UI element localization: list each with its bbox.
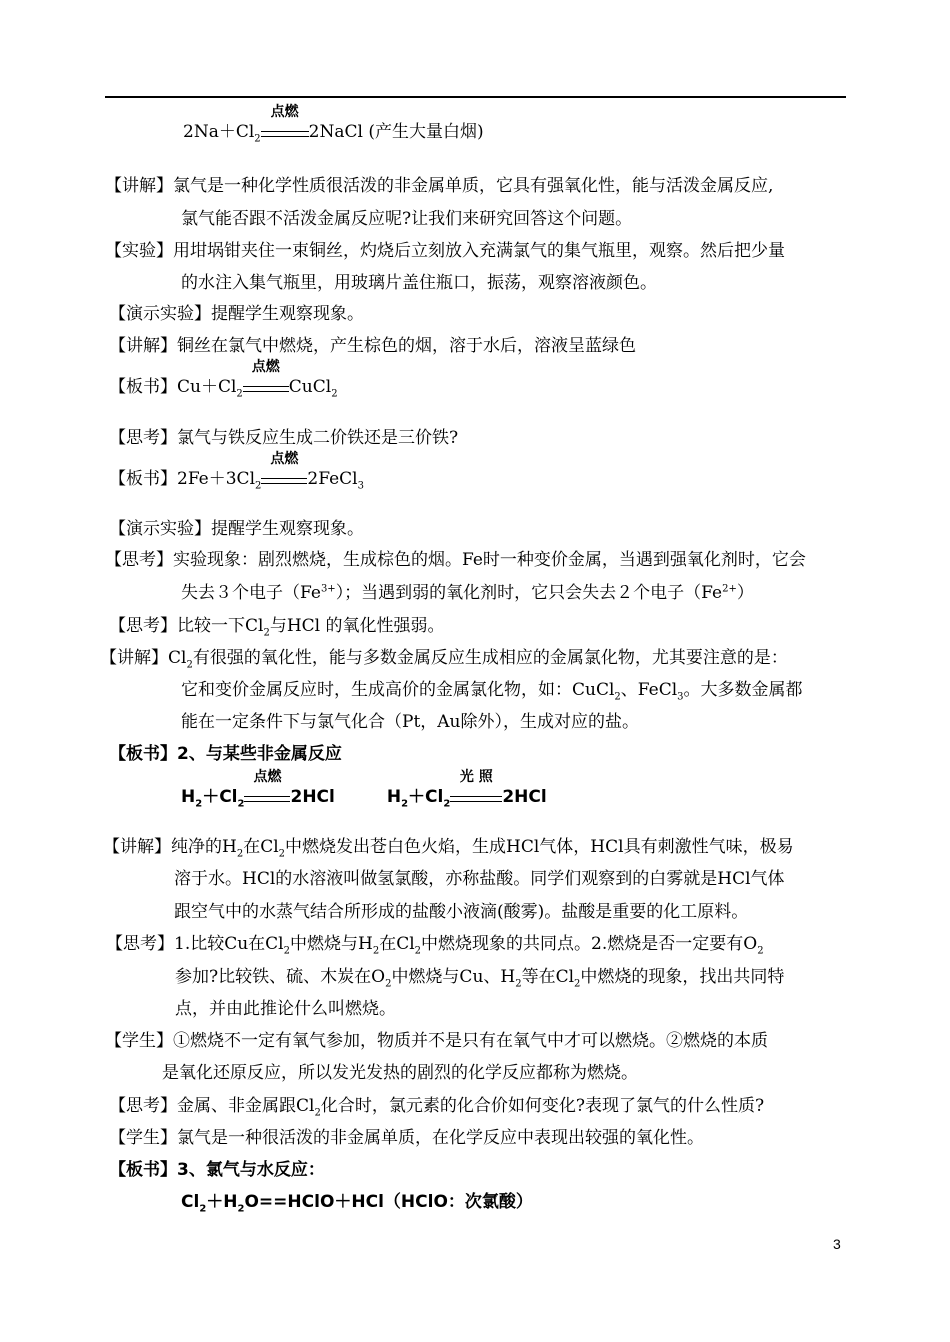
paragraph-line: 【思考】金属、非金属跟$Cl_2$化合时，氯元素的化合价如何变化?表现了氯气的什么性质?: [109, 1096, 765, 1119]
paragraph-line: 【讲解】氯气是一种化学性质很活泼的非金属单质，它具有强氧化性，能与活泼金属反应,: [105, 176, 774, 196]
condition-label: 点燃: [270, 104, 299, 120]
page-number: 3: [833, 1236, 841, 1252]
paragraph-line: 能在一定条件下与氯气化合（Pt，Au除外），生成对应的盐。: [181, 712, 639, 732]
equation-cu-cl2: 【板书】$Cu+Cl_2$ 点燃 CuCl$_2$: [109, 359, 338, 400]
condition-label: 点燃: [270, 451, 299, 467]
equation-h2-cl2: $H_2+Cl_2$ 点燃 2HCl $H_2+Cl_2$ 光 照 2HCl: [181, 769, 547, 810]
paragraph-line: 氯气能否跟不活泼金属反应呢?让我们来研究回答这个问题。: [181, 209, 633, 229]
paragraph-line: 【思考】1.比较Cu在$Cl_2$中燃烧与$H_2$在$Cl_2$中燃烧现象的共同点。2.燃烧是否一定要有$O_2$: [106, 934, 764, 957]
equation-fe-cl2: 【板书】$2Fe+3Cl_2$ 点燃 2FeCl$_3$: [109, 451, 364, 492]
condition-label: 光 照: [459, 769, 493, 785]
paragraph-line: 失去３个电子$(Fe^{3+})$；当遇到弱的氧化剂时，它只会失去２个电子$(Fe^{2+})$: [181, 583, 754, 603]
paragraph-line: 【讲解】纯净的$H_2$在$Cl_2$中燃烧发出苍白色火焰，生成HCl气体，HCl具有刺激性气味，极易: [103, 837, 794, 860]
paragraph-line: 是氧化还原反应，所以发光发热的剧烈的化学反应都称为燃烧。: [162, 1063, 638, 1083]
paragraph-line: 【思考】氯气与铁反应生成二价铁还是三价铁?: [109, 428, 459, 448]
paragraph-line: 的水注入集气瓶里，用玻璃片盖住瓶口，振荡，观察溶液颜色。: [181, 273, 657, 293]
paragraph-line: 【学生】氯气是一种很活泼的非金属单质，在化学反应中表现出较强的氧化性。: [109, 1128, 704, 1148]
paragraph-line: 【思考】比较一下$Cl_2$与HCl 的氧化性强弱。: [109, 616, 445, 639]
paragraph-line: 它和变价金属反应时，生成高价的金属氯化物，如：CuCl$_2$、FeCl$_3$。大多数金属都: [181, 680, 803, 703]
section-heading: 【板书】3、氯气与水反应：: [109, 1160, 325, 1180]
equation-na-cl2: $2Na+Cl_2$ 点燃 2NaCl (产生大量白烟): [183, 104, 484, 145]
equation-cl2-h2o: $Cl_2+H_2O==HClO+HCl(HClO$：次氯酸）: [181, 1192, 533, 1215]
paragraph-line: 溶于水。HCl的水溶液叫做氢氯酸，亦称盐酸。同学们观察到的白雾就是HCl气体: [174, 869, 785, 889]
paragraph-line: 点，并由此推论什么叫燃烧。: [175, 999, 396, 1019]
condition-label: 点燃: [251, 359, 280, 375]
paragraph-line: 跟空气中的水蒸气结合所形成的盐酸小液滴(酸雾)。盐酸是重要的化工原料。: [174, 902, 749, 922]
paragraph-line: 【演示实验】提醒学生观察现象。: [109, 519, 364, 539]
paragraph-line: 【演示实验】提醒学生观察现象。: [109, 304, 364, 324]
paragraph-line: 【思考】实验现象：剧烈燃烧，生成棕色的烟。Fe时一种变价金属，当遇到强氧化剂时，它会: [105, 550, 806, 570]
paragraph-line: 【讲解】$Cl_2$有很强的氧化性，能与多数金属反应生成相应的金属氯化物，尤其要注意的是：: [100, 648, 788, 671]
header-rule: [105, 96, 846, 98]
paragraph-line: 【实验】用坩埚钳夹住一束铜丝，灼烧后立刻放入充满氯气的集气瓶里，观察。然后把少量: [105, 241, 785, 261]
paragraph-line: 【学生】①燃烧不一定有氧气参加，物质并不是只有在氧气中才可以燃烧。②燃烧的本质: [105, 1031, 768, 1051]
paragraph-line: 参加?比较铁、硫、木炭在$O_2$中燃烧与Cu、$H_2$等在$Cl_2$中燃烧的现象，找出共同特: [175, 967, 785, 990]
paragraph-line: 【讲解】铜丝在氯气中燃烧，产生棕色的烟，溶于水后，溶液呈蓝绿色: [109, 336, 636, 356]
section-heading: 【板书】2、与某些非金属反应: [109, 744, 342, 764]
condition-label: 点燃: [253, 769, 282, 785]
